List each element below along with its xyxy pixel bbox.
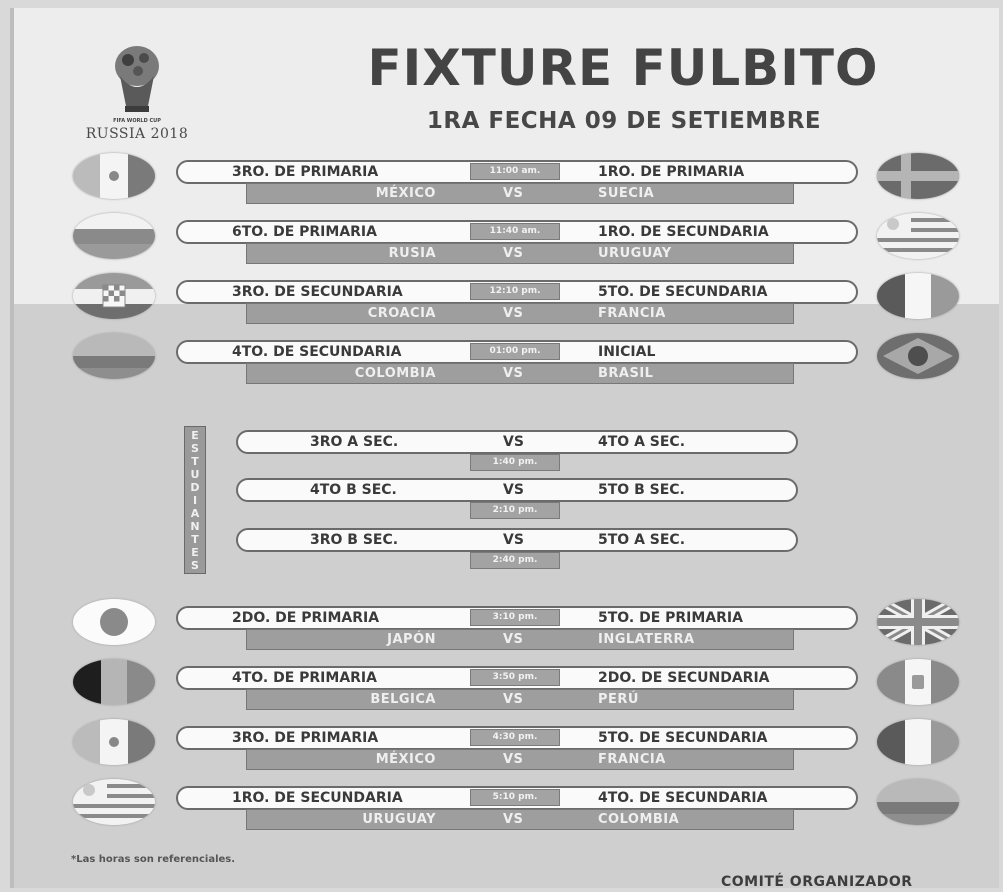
away-team: 1RO. DE PRIMARIA <box>598 164 745 180</box>
student-match-time: 1:40 pm. <box>470 454 560 471</box>
away-country: PERÚ <box>598 692 639 707</box>
peru-flag-icon <box>877 659 959 705</box>
away-country: BRASIL <box>598 366 654 381</box>
uruguay-flag-icon <box>73 779 155 825</box>
colombia-flag-icon <box>73 333 155 379</box>
trophy-emblem <box>115 46 159 112</box>
brazil-flag-icon <box>877 333 959 379</box>
student-vs-label: VS <box>503 482 524 498</box>
committee-signature: COMITÉ ORGANIZADOR <box>721 874 913 890</box>
mexico-flag-icon <box>73 153 155 199</box>
match-time: 11:00 am. <box>470 163 560 180</box>
away-country: COLOMBIA <box>598 812 680 827</box>
vs-label: VS <box>503 692 524 707</box>
home-team: 3RO. DE PRIMARIA <box>232 164 379 180</box>
home-country: JAPÓN <box>387 632 436 647</box>
match-time: 01:00 pm. <box>470 343 560 360</box>
student-home-team: 4TO B SEC. <box>310 482 397 498</box>
home-team: 4TO. DE SECUNDARIA <box>232 344 402 360</box>
home-team: 3RO. DE PRIMARIA <box>232 730 379 746</box>
vs-label: VS <box>503 812 524 827</box>
russia-flag-icon <box>73 213 155 259</box>
vs-label: VS <box>503 632 524 647</box>
belgium-flag-icon <box>73 659 155 705</box>
vs-label: VS <box>503 306 524 321</box>
home-team: 3RO. DE SECUNDARIA <box>232 284 403 300</box>
away-team: 5TO. DE SECUNDARIA <box>598 284 768 300</box>
student-home-team: 3RO A SEC. <box>310 434 399 450</box>
away-team: 2DO. DE SECUNDARIA <box>598 670 770 686</box>
uk-flag-icon <box>877 599 959 645</box>
away-team: 5TO. DE SECUNDARIA <box>598 730 768 746</box>
home-country: COLOMBIA <box>354 366 436 381</box>
student-home-team: 3RO B SEC. <box>310 532 399 548</box>
colombia-flag-icon <box>877 779 959 825</box>
student-match-time: 2:10 pm. <box>470 502 560 519</box>
student-match-time: 2:40 pm. <box>470 552 560 569</box>
match-time: 4:30 pm. <box>470 729 560 746</box>
match-time: 11:40 am. <box>470 223 560 240</box>
page-subtitle: 1RA FECHA 09 DE SETIEMBRE <box>426 108 822 134</box>
logo-russia-text: RUSSIA 2018 <box>85 126 189 142</box>
students-label: E S T U D I A N T E S <box>184 426 206 574</box>
logo-fifa-text: FIFA WORLD CUP <box>113 118 161 124</box>
away-country: URUGUAY <box>598 246 672 261</box>
footnote: *Las horas son referenciales. <box>71 854 236 865</box>
match-time: 12:10 pm. <box>470 283 560 300</box>
france-flag-icon <box>877 273 959 319</box>
away-country: FRANCIA <box>598 752 666 767</box>
france-flag-icon <box>877 719 959 765</box>
home-team: 4TO. DE PRIMARIA <box>232 670 377 686</box>
uruguay-flag-icon <box>877 213 959 259</box>
student-away-team: 4TO A SEC. <box>598 434 686 450</box>
japan-flag-icon <box>73 599 155 645</box>
page-title: FIXTURE FULBITO <box>367 39 879 97</box>
away-team: 4TO. DE SECUNDARIA <box>598 790 768 806</box>
home-country: URUGUAY <box>362 812 436 827</box>
sweden-flag-icon <box>877 153 959 199</box>
student-vs-label: VS <box>503 532 524 548</box>
vs-label: VS <box>503 366 524 381</box>
home-country: MÉXICO <box>375 186 436 201</box>
away-team: INICIAL <box>598 344 656 360</box>
home-country: BELGICA <box>370 692 436 707</box>
match-time: 5:10 pm. <box>470 789 560 806</box>
home-team: 6TO. DE PRIMARIA <box>232 224 377 240</box>
away-country: FRANCIA <box>598 306 666 321</box>
match-time: 3:10 pm. <box>470 609 560 626</box>
student-vs-label: VS <box>503 434 524 450</box>
vs-label: VS <box>503 246 524 261</box>
away-country: SUECIA <box>598 186 655 201</box>
student-away-team: 5TO B SEC. <box>598 482 685 498</box>
vs-label: VS <box>503 186 524 201</box>
home-country: RUSIA <box>388 246 436 261</box>
away-country: INGLATERRA <box>598 632 695 647</box>
fixture-poster <box>10 8 999 888</box>
away-team: 1RO. DE SECUNDARIA <box>598 224 769 240</box>
mexico-flag-icon <box>73 719 155 765</box>
away-team: 5TO. DE PRIMARIA <box>598 610 743 626</box>
student-away-team: 5TO A SEC. <box>598 532 686 548</box>
home-team: 1RO. DE SECUNDARIA <box>232 790 403 806</box>
croatia-flag-icon <box>73 273 155 319</box>
home-country: CROACIA <box>367 306 436 321</box>
home-country: MÉXICO <box>375 752 436 767</box>
vs-label: VS <box>503 752 524 767</box>
match-time: 3:50 pm. <box>470 669 560 686</box>
home-team: 2DO. DE PRIMARIA <box>232 610 380 626</box>
